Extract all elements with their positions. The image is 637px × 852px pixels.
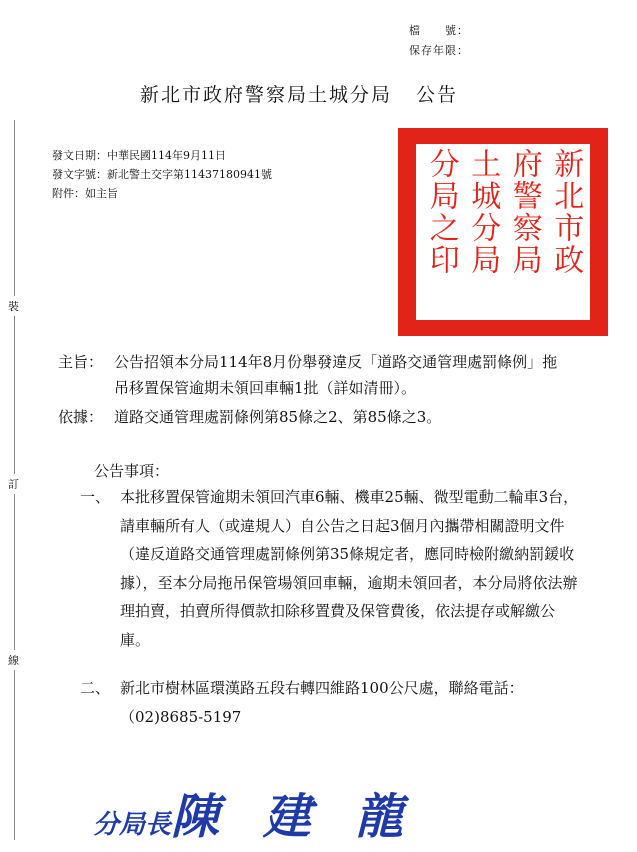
binding-mark-ding: 訂: [8, 474, 19, 494]
signature-name-char: 陳: [171, 789, 220, 845]
basis-text: 道路交通管理處罰條例第85條之2、第85條之3。: [114, 408, 442, 426]
page-title: [140, 80, 458, 107]
subject-label: 主旨：: [58, 353, 104, 371]
notice-heading: 公告事項：: [94, 462, 170, 480]
binding-mark-xian: 線: [8, 650, 19, 670]
document-number: 發文字號：新北警土交字第11437180941號: [52, 168, 272, 181]
notice-item-text: 新北市樹林區環漢路五段右轉四維路100公尺處，聯絡電話：（02)8685-5197: [120, 679, 524, 726]
seal-column: 分局之印: [423, 148, 459, 276]
seal-column: 府警察局: [506, 148, 542, 276]
signature-name-char: 建: [263, 789, 312, 845]
issue-date: 發文日期：中華民國114年9月11日: [52, 149, 226, 162]
basis-section: [58, 404, 578, 430]
seal-column: 土城分局: [465, 148, 501, 276]
signature-title: 分局長: [93, 810, 172, 840]
retention-period-label: 保存年限：: [409, 44, 469, 57]
notice-item-number: 二、: [80, 679, 111, 697]
notice-item-text: 本批移置保管逾期未領回汽車6輛、機車25輛、微型電動二輪車3台，請車輛所有人（或違規人）自公告之日起3個月內攜帶相關證明文件（違反道路交通管理處罰條例第35條規定者，應同時檢附繳納罰鍰收據），至本分局拖吊保管場領回車輛，逾期未領回者，本分局將依法辦理拍賣，拍賣所得價款扣除移置費及保管費後，依法提存或解繳公庫。: [120, 488, 579, 649]
notice-item: [80, 674, 580, 731]
basis-label: 依據：: [58, 408, 104, 426]
signature: [93, 778, 403, 847]
agency-name: 新北市政府警察局土城分局: [140, 84, 393, 106]
attachment: 附件：如主旨: [52, 187, 118, 200]
subject-text: 公告招領本分局114年8月份舉發違反「道路交通管理處罰條例」拖吊移置保管逾期未領回車輛1批（詳如清冊）。: [114, 353, 558, 397]
title-suffix: 公告: [416, 84, 459, 106]
official-seal: [398, 128, 608, 336]
notice-item: [80, 483, 580, 654]
file-number-label: 檔 號：: [409, 24, 469, 37]
seal-column: 新北市政: [548, 148, 584, 276]
notice-item-number: 一、: [80, 488, 111, 506]
binding-mark-zhuang: 裝: [8, 296, 19, 316]
subject-section: [58, 349, 568, 401]
signature-name-char: 龍: [355, 789, 404, 845]
